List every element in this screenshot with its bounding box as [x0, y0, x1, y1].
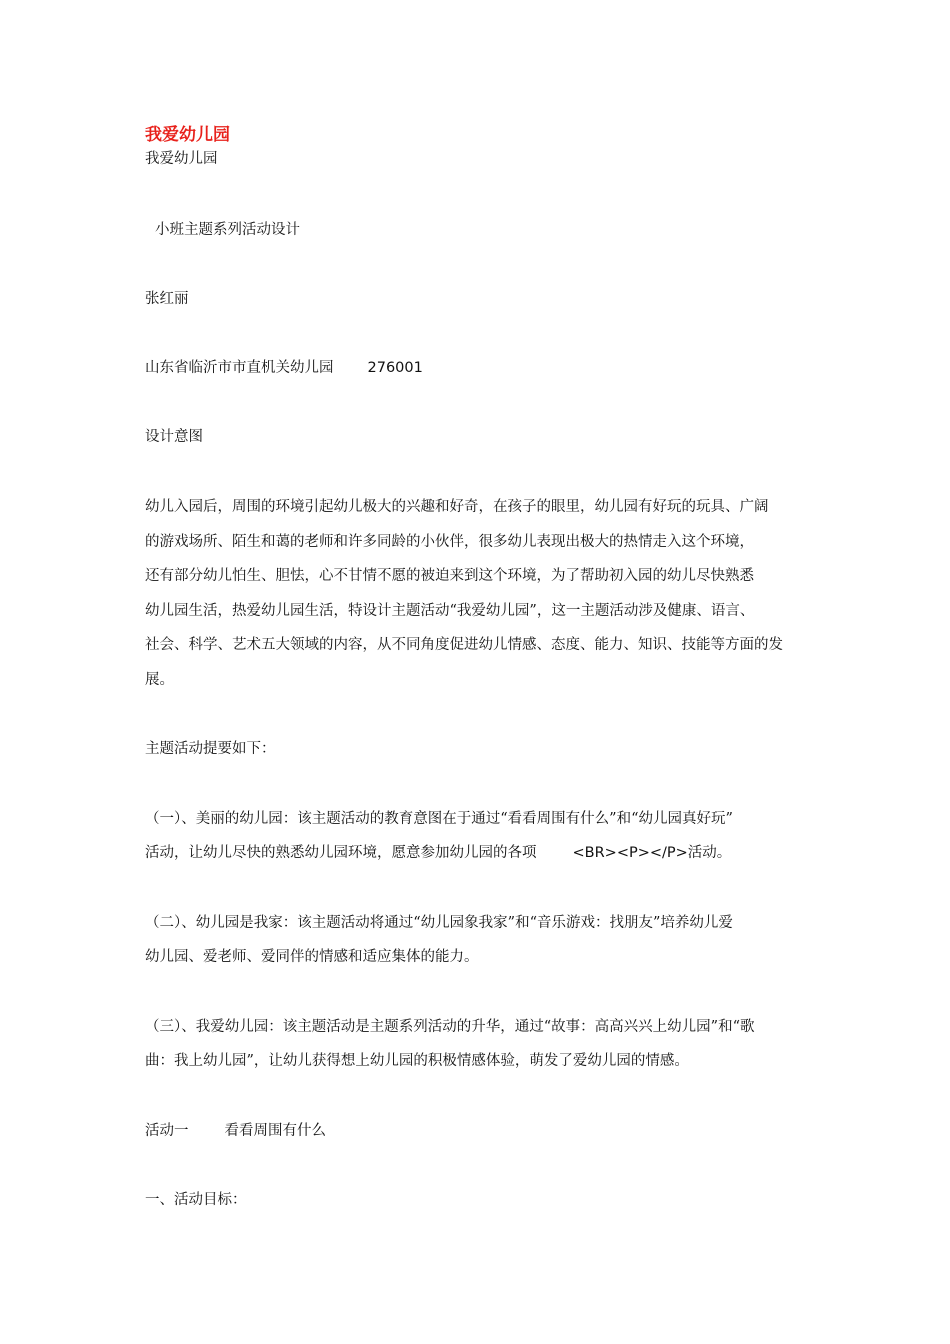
- item1-text-b: 活动。: [687, 845, 732, 861]
- document-title: 我爱幼儿园: [145, 125, 230, 145]
- activity-1-heading: [145, 1114, 810, 1149]
- paragraph-line: 曲：我上幼儿园”，让幼儿获得想上幼儿园的积极情感体验，萌发了爱幼儿园的情感。: [145, 1053, 689, 1069]
- summary-item-1: [145, 802, 810, 871]
- paragraph-line: （一）、美丽的幼儿园：该主题活动的教育意图在于通过“看看周围有什么”和“幼儿园真好玩”: [145, 810, 733, 827]
- paragraph-line: 幼儿园、爱老师、爱同伴的情感和适应集体的能力。: [145, 949, 479, 965]
- paragraph-line: （二）、幼儿园是我家：该主题活动将通过“幼儿园象我家”和“音乐游戏：找朋友”培养幼儿爱: [145, 914, 733, 931]
- summary-item-3: [145, 1010, 810, 1079]
- paragraph-line: （三）、我爱幼儿园：该主题活动是主题系列活动的升华，通过“故事：高高兴兴上幼儿园”和“歌: [145, 1018, 755, 1035]
- item1-code-text: <BR><P></P>: [572, 845, 688, 861]
- series-title: 小班主题系列活动设计: [155, 222, 300, 238]
- design-intent-heading: 设计意图: [145, 429, 203, 445]
- paragraph-line: 的游戏场所、陌生和蔼的老师和许多同龄的小伙伴，很多幼儿表现出极大的热情走入这个环境，: [145, 533, 754, 550]
- paragraph-line: 展。: [145, 671, 174, 688]
- postcode: 276001: [367, 360, 423, 376]
- paragraph-line: 幼儿入园后，周围的环境引起幼儿极大的兴趣和好奇，在孩子的眼里，幼儿园有好玩的玩具、广阔: [145, 499, 769, 515]
- paragraph-line: [145, 836, 810, 871]
- item1-text-a: 活动，让幼儿尽快的熟悉幼儿园环境，愿意参加幼儿园的各项: [145, 845, 537, 861]
- paragraph-line: 还有部分幼儿怕生、胆怯，心不甘情不愿的被迫来到这个环境，为了帮助初入园的幼儿尽快熟悉: [145, 568, 754, 584]
- paragraph-line: 社会、科学、艺术五大领域的内容，从不同角度促进幼儿情感、态度、能力、知识、技能等方面的发: [145, 637, 783, 653]
- organization-line: [145, 356, 810, 380]
- author-name: 张红丽: [145, 291, 189, 307]
- organization: 山东省临沂市市直机关幼儿园: [145, 360, 334, 376]
- paragraph-line: 幼儿园生活，热爱幼儿园生活，特设计主题活动“我爱幼儿园”，这一主题活动涉及健康、语言、: [145, 602, 755, 619]
- activity-1-name: 看看周围有什么: [224, 1122, 326, 1139]
- summary-heading: 主题活动提要如下：: [145, 741, 276, 757]
- design-intent-paragraph: [145, 490, 810, 697]
- goals-heading: 一、活动目标：: [145, 1192, 247, 1208]
- document-subtitle: 我爱幼儿园: [145, 151, 218, 167]
- summary-item-2: [145, 906, 810, 975]
- document-page: [145, 122, 810, 1218]
- activity-1-label: 活动一: [145, 1122, 189, 1139]
